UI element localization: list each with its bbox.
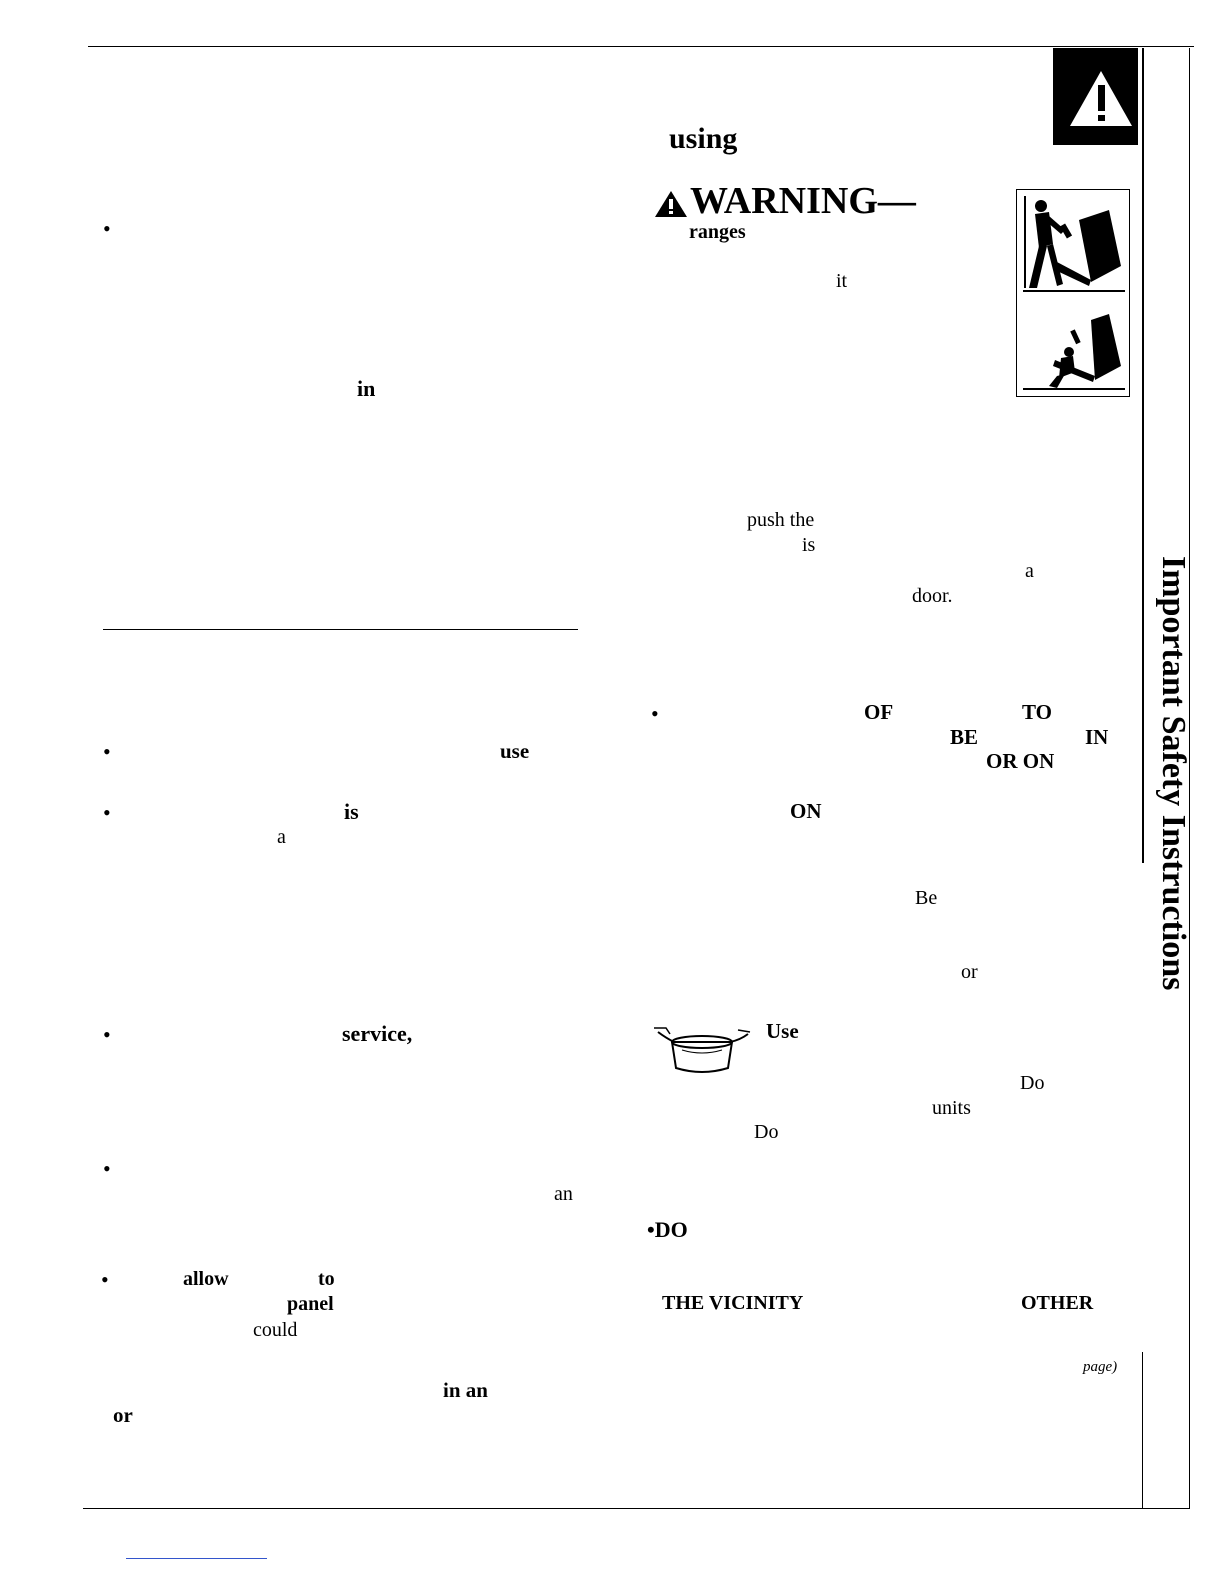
word-Do: Do bbox=[754, 1121, 779, 1143]
word-Use: Use bbox=[766, 1019, 799, 1043]
word-panel: panel bbox=[287, 1293, 334, 1315]
word-or: or bbox=[961, 961, 978, 983]
word-a: a bbox=[1025, 560, 1034, 582]
bullet: • bbox=[103, 800, 111, 825]
word-a: a bbox=[277, 826, 286, 848]
word-an: an bbox=[554, 1183, 573, 1205]
section-divider bbox=[103, 629, 578, 630]
word-Do: Do bbox=[1020, 1072, 1045, 1094]
bullet: • bbox=[103, 739, 111, 764]
word-OTHER: OTHER bbox=[1021, 1292, 1094, 1314]
top-rule bbox=[88, 46, 1194, 47]
tip-over-illustration bbox=[1016, 189, 1130, 397]
word-is: is bbox=[344, 799, 359, 824]
continued-note: page) bbox=[1083, 1359, 1118, 1375]
word-service: service, bbox=[342, 1021, 413, 1046]
word-push-the: push the bbox=[747, 509, 815, 531]
word-TO: TO bbox=[1022, 700, 1052, 724]
heading-using: using bbox=[669, 122, 738, 155]
warning-tab bbox=[1053, 48, 1138, 145]
right-margin-rule bbox=[1142, 48, 1144, 863]
pot-with-handles-icon bbox=[652, 1020, 752, 1078]
word-OF: OF bbox=[864, 700, 894, 724]
bullet: • bbox=[103, 1022, 111, 1047]
word-or: or bbox=[113, 1403, 133, 1427]
word-in: in bbox=[357, 376, 376, 401]
bullet: • bbox=[101, 1267, 109, 1292]
right-margin-rule-lower bbox=[1142, 1352, 1143, 1509]
word-ranges: ranges bbox=[689, 221, 746, 243]
word-IN: IN bbox=[1085, 725, 1109, 749]
footer-link-underline bbox=[126, 1558, 267, 1559]
word-BE: BE bbox=[950, 725, 979, 749]
word-OR-ON: OR ON bbox=[986, 749, 1055, 773]
word-use: use bbox=[500, 739, 530, 763]
warning-triangle-icon-small bbox=[654, 190, 688, 218]
word-it: it bbox=[836, 270, 848, 292]
word-in-an: in an bbox=[443, 1378, 488, 1402]
warning-triangle-icon bbox=[1053, 48, 1138, 145]
word-ON: ON bbox=[790, 799, 822, 823]
range-tipping-icon bbox=[1017, 190, 1129, 396]
word-allow: allow bbox=[183, 1268, 229, 1290]
word-door: door. bbox=[912, 585, 953, 607]
bullet: • bbox=[651, 701, 659, 726]
word-Be: Be bbox=[915, 887, 938, 909]
word-units: units bbox=[932, 1097, 971, 1119]
word-DO: •DO bbox=[647, 1217, 688, 1242]
word-to: to bbox=[318, 1268, 335, 1290]
word-THE-VICINITY: THE VICINITY bbox=[662, 1292, 804, 1314]
bullet: • bbox=[103, 216, 111, 241]
word-is: is bbox=[802, 534, 816, 556]
bullet: • bbox=[103, 1156, 111, 1181]
bottom-rule bbox=[83, 1508, 1190, 1509]
side-title: Important Safety Instructions bbox=[1155, 556, 1192, 991]
warning-heading: WARNING— bbox=[690, 180, 916, 222]
word-could: could bbox=[253, 1319, 298, 1341]
